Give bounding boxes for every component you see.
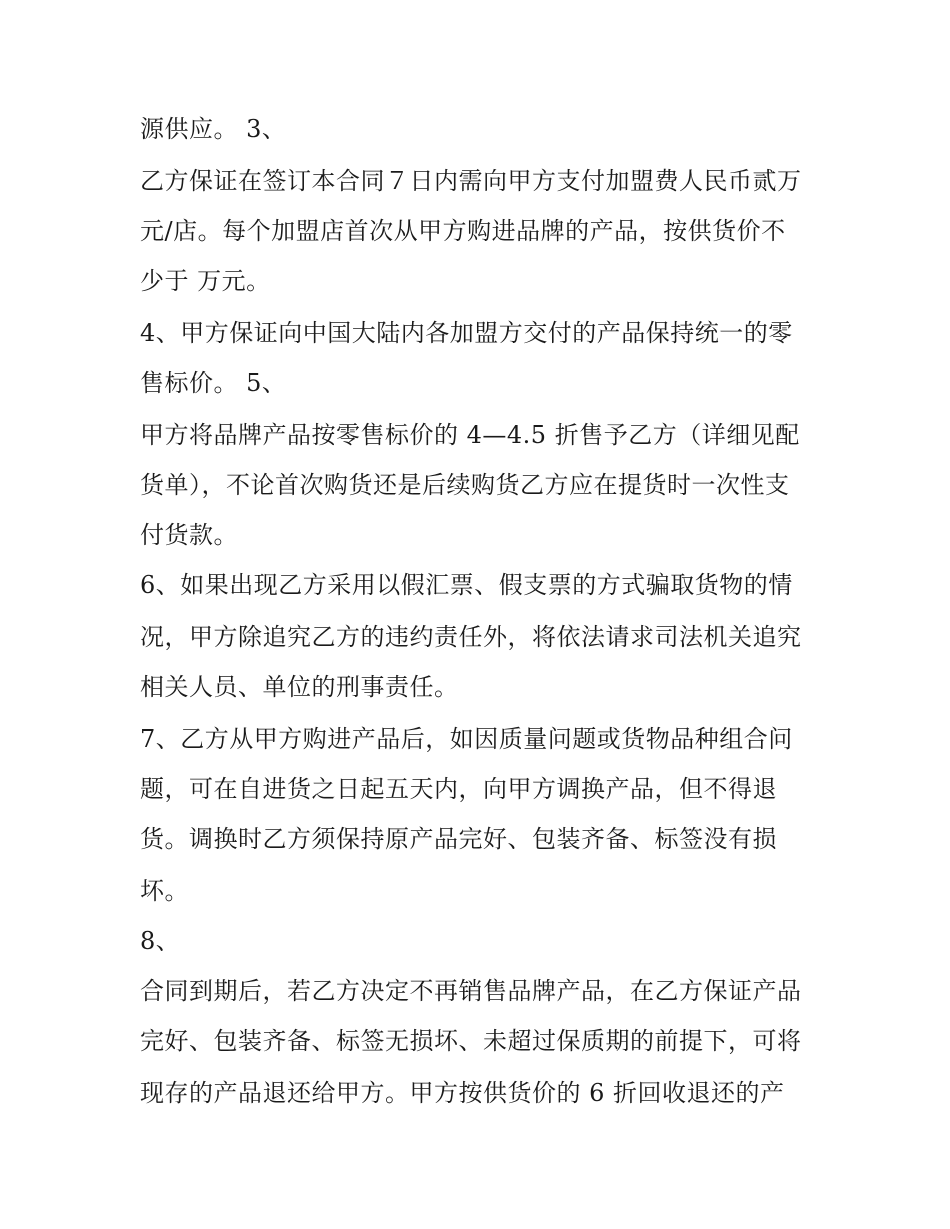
text-line: 合同到期后，若乙方决定不再销售品牌产品，在乙方保证产品 [140,977,802,1005]
text-line: 坏。 [140,877,189,905]
text-line: 少于 万元。 [140,267,271,295]
text-line: 8、 [140,927,181,955]
text-line: 付货款。 [140,521,238,549]
text-line: 题，可在自进货之日起五天内，向甲方调换产品，但不得退 [140,775,777,803]
text-line: 相关人员、单位的刑事责任。 [140,673,459,701]
text-line: 完好、包装齐备、标签无损坏、未超过保质期的前提下，可将 [140,1027,802,1055]
text-line: 元/店。每个加盟店首次从甲方购进品牌的产品，按供货价不 [140,217,786,245]
text-line: 4、甲方保证向中国大陆内各加盟方交付的产品保持统一的零 [140,319,793,347]
text-line: 货单），不论首次购货还是后续购货乙方应在提货时一次性支 [140,471,790,499]
text-line: 甲方将品牌产品按零售标价的 4—4.5 折售予乙方（详细见配 [140,421,800,449]
text-line: 6、如果出现乙方采用以假汇票、假支票的方式骗取货物的情 [140,571,793,599]
text-line: 7、乙方从甲方购进产品后，如因质量问题或货物品种组合问 [140,725,793,753]
text-line: 现存的产品退还给甲方。甲方按供货价的 6 折回收退还的产 [140,1079,785,1107]
text-line: 况，甲方除追究乙方的违约责任外，将依法请求司法机关追究 [140,623,802,651]
text-line: 货。调换时乙方须保持原产品完好、包装齐备、标签没有损 [140,825,777,853]
text-line: 售标价。 5、 [140,369,287,397]
text-line: 乙方保证在签订本合同７日内需向甲方支付加盟费人民币贰万 [140,167,802,195]
text-line: 源供应。 3、 [140,115,287,143]
